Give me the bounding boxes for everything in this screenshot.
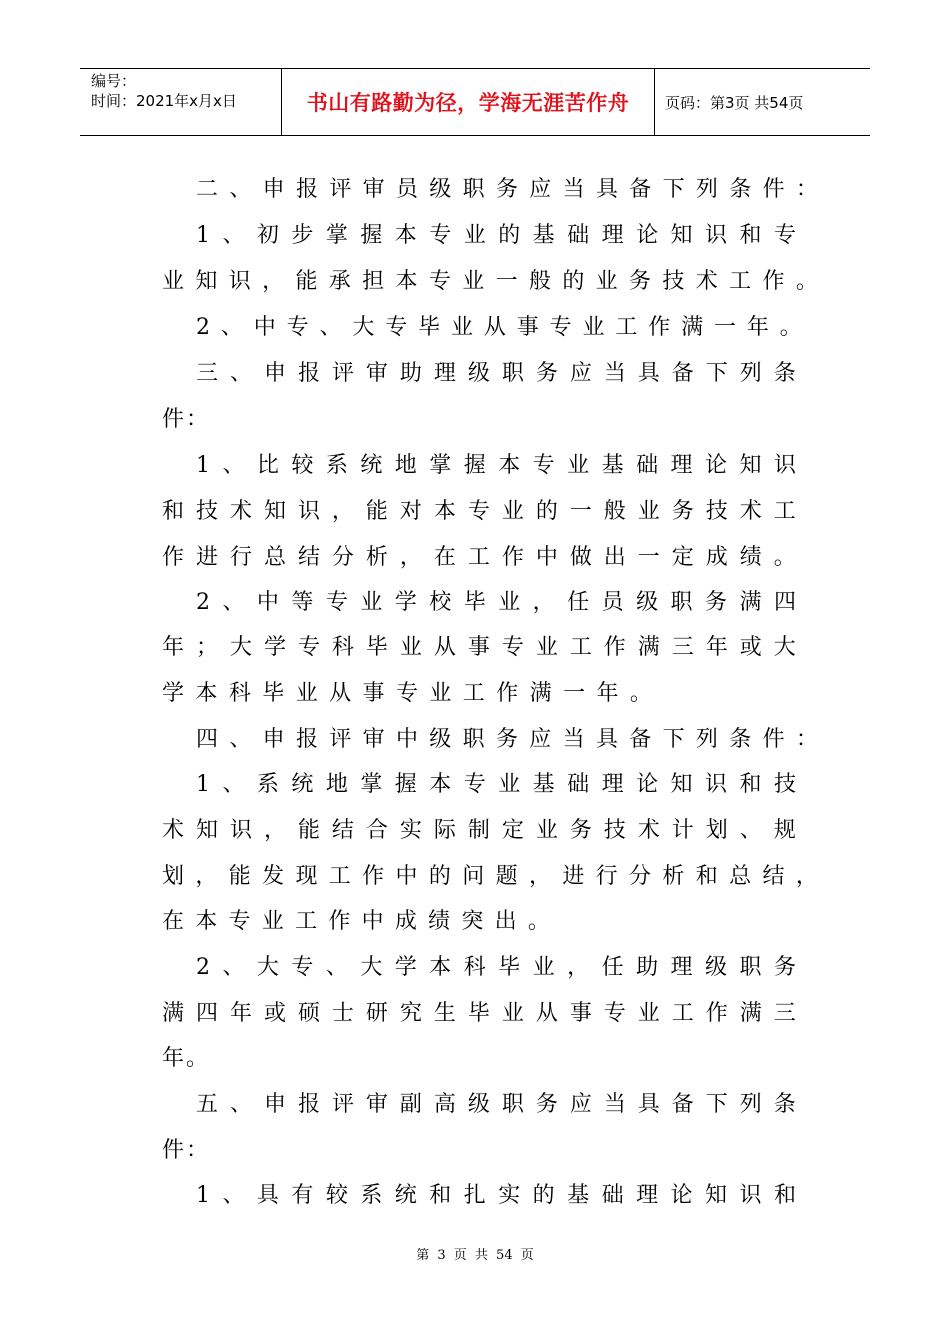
body-line: 四 、 申 报 评 审 中 级 职 务 应 当 具 备 下 列 条 件 ：	[196, 727, 818, 752]
body-line: 三 、 申 报 评 审 助 理 级 职 务 应 当 具 备 下 列 条	[196, 361, 796, 386]
body-line: 2 、 中 专 、 大 专 毕 业 从 事 专 业 工 作 满 一 年 。	[196, 315, 802, 340]
document-time-label: 时间：2021年x月x日	[91, 92, 237, 110]
body-line: 在 本 专 业 工 作 中 成 绩 突 出 。	[162, 909, 550, 934]
body-line: 2 、 中 等 专 业 学 校 毕 业 ， 任 员 级 职 务 满 四	[196, 590, 796, 615]
body-line: 年 ； 大 学 专 科 毕 业 从 事 专 业 工 作 满 三 年 或 大	[162, 635, 796, 660]
body-line: 1 、 比 较 系 统 地 掌 握 本 专 业 基 础 理 论 知 识	[196, 453, 796, 478]
body-line: 业 知 识 ， 能 承 担 本 专 业 一 般 的 业 务 技 术 工 作 。	[162, 269, 818, 294]
header-page-info: 页码：第3页 共54页	[665, 93, 804, 112]
document-header	[80, 68, 870, 136]
header-motto: 书山有路勤为径，学海无涯苦作舟	[282, 69, 655, 135]
body-line: 作 进 行 总 结 分 析 ， 在 工 作 中 做 出 一 定 成 绩 。	[162, 545, 796, 570]
body-line: 件 ：	[162, 407, 208, 432]
body-line: 术 知 识 ， 能 结 合 实 际 制 定 业 务 技 术 计 划 、 规	[162, 818, 796, 843]
header-meta-cell	[80, 69, 282, 135]
body-line: 1 、 初 步 掌 握 本 专 业 的 基 础 理 论 知 识 和 专	[196, 223, 796, 248]
body-line: 件 ：	[162, 1138, 208, 1163]
body-line: 和 技 术 知 识 ， 能 对 本 专 业 的 一 般 业 务 技 术 工	[162, 499, 796, 524]
body-line: 1 、 具 有 较 系 统 和 扎 实 的 基 础 理 论 知 识 和	[196, 1183, 796, 1208]
body-line: 年 。	[162, 1046, 208, 1071]
body-line: 二 、 申 报 评 审 员 级 职 务 应 当 具 备 下 列 条 件 ：	[196, 177, 818, 202]
body-line: 五 、 申 报 评 审 副 高 级 职 务 应 当 具 备 下 列 条	[196, 1092, 796, 1117]
document-number-label: 编号：	[91, 72, 137, 90]
body-line: 学 本 科 毕 业 从 事 专 业 工 作 满 一 年 。	[162, 681, 652, 706]
body-line: 划 ， 能 发 现 工 作 中 的 问 题 ， 进 行 分 析 和 总 结 ，	[162, 864, 818, 889]
page-footer: 第 3 页 共 54 页	[416, 1248, 534, 1263]
body-line: 1 、 系 统 地 掌 握 本 专 业 基 础 理 论 知 识 和 技	[196, 772, 796, 797]
body-line: 2 、 大 专 、 大 学 本 科 毕 业 ， 任 助 理 级 职 务	[196, 955, 796, 980]
body-line: 满 四 年 或 硕 士 研 究 生 毕 业 从 事 专 业 工 作 满 三	[162, 1001, 796, 1026]
